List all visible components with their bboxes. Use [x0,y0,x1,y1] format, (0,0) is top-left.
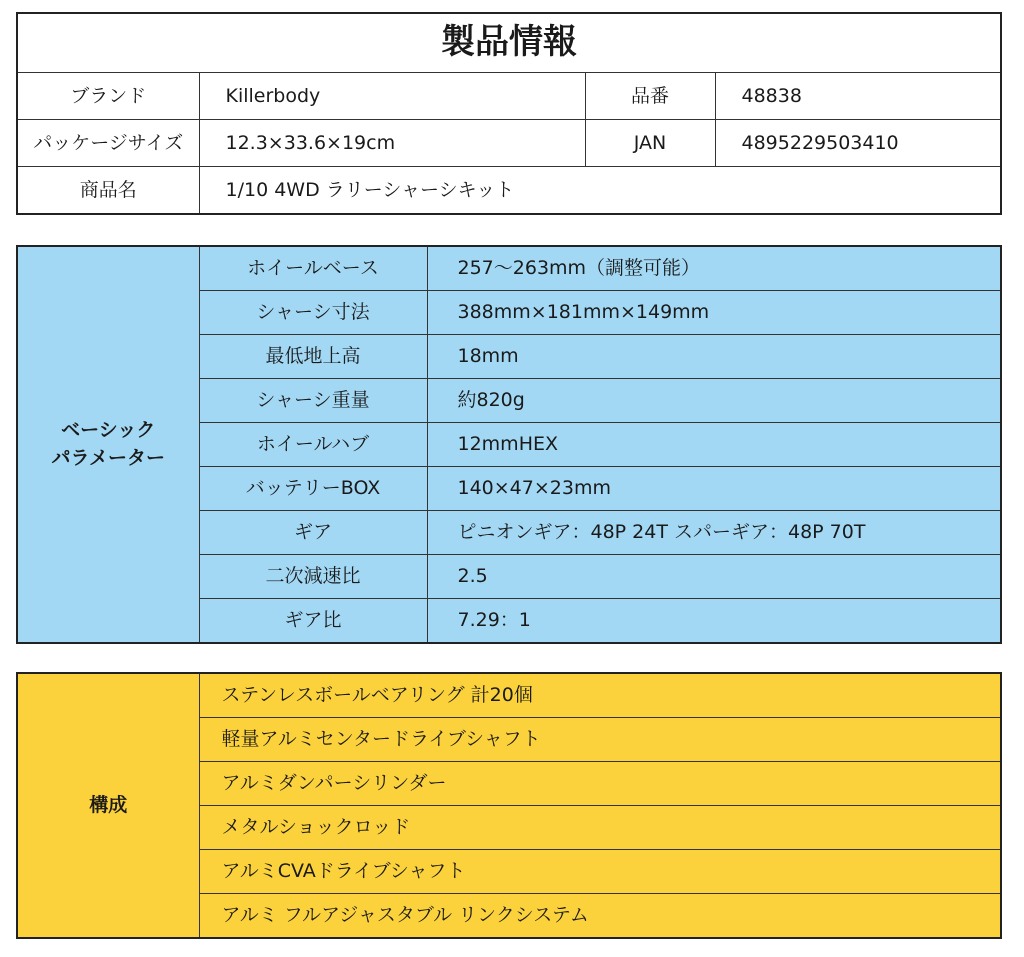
param-label: 最低地上高 [199,335,427,379]
table-row [17,120,1001,167]
param-value: 7.29：1 [427,599,1001,644]
composition-item: アルミCVAドライブシャフト [199,850,1001,894]
part-number-value: 48838 [715,73,1001,120]
jan-label: JAN [585,120,715,167]
composition-item: メタルショックロッド [199,806,1001,850]
product-name-value: 1/10 4WD ラリーシャーシキット [199,167,1001,215]
composition-item: 軽量アルミセンタードライブシャフト [199,718,1001,762]
param-value: ピニオンギア：48P 24T スパーギア：48P 70T [427,511,1001,555]
package-size-value: 12.3×33.6×19cm [199,120,585,167]
basic-parameters-table [16,245,1002,644]
part-number-label: 品番 [585,73,715,120]
param-value: 約820g [427,379,1001,423]
composition-table [16,672,1002,939]
param-value: 257～263mm（調整可能） [427,246,1001,291]
group-label-line-2: パラメーター [51,446,165,469]
group-label-line-1: ベーシック [61,418,156,441]
param-value: 388mm×181mm×149mm [427,291,1001,335]
param-label: ギア [199,511,427,555]
jan-value: 4895229503410 [715,120,1001,167]
param-value: 18mm [427,335,1001,379]
table-row [17,673,1001,718]
param-value: 140×47×23mm [427,467,1001,511]
product-name-label: 商品名 [17,167,199,215]
product-info-table [16,12,1002,215]
composition-group-label: 構成 [17,673,199,938]
table-row [17,167,1001,215]
table-row [17,73,1001,120]
param-label: ホイールベース [199,246,427,291]
param-label: シャーシ重量 [199,379,427,423]
product-info-title: 製品情報 [17,13,1001,73]
param-value: 12mmHEX [427,423,1001,467]
param-label: バッテリーBOX [199,467,427,511]
param-label: ホイールハブ [199,423,427,467]
composition-item: アルミダンパーシリンダー [199,762,1001,806]
brand-label: ブランド [17,73,199,120]
param-value: 2.5 [427,555,1001,599]
param-label: 二次減速比 [199,555,427,599]
param-label: シャーシ寸法 [199,291,427,335]
composition-item: アルミ フルアジャスタブル リンクシステム [199,894,1001,939]
brand-value: Killerbody [199,73,585,120]
param-label: ギア比 [199,599,427,644]
package-size-label: パッケージサイズ [17,120,199,167]
basic-parameters-group-label [17,246,199,643]
composition-item: ステンレスボールベアリング 計20個 [199,673,1001,718]
table-row [17,246,1001,291]
